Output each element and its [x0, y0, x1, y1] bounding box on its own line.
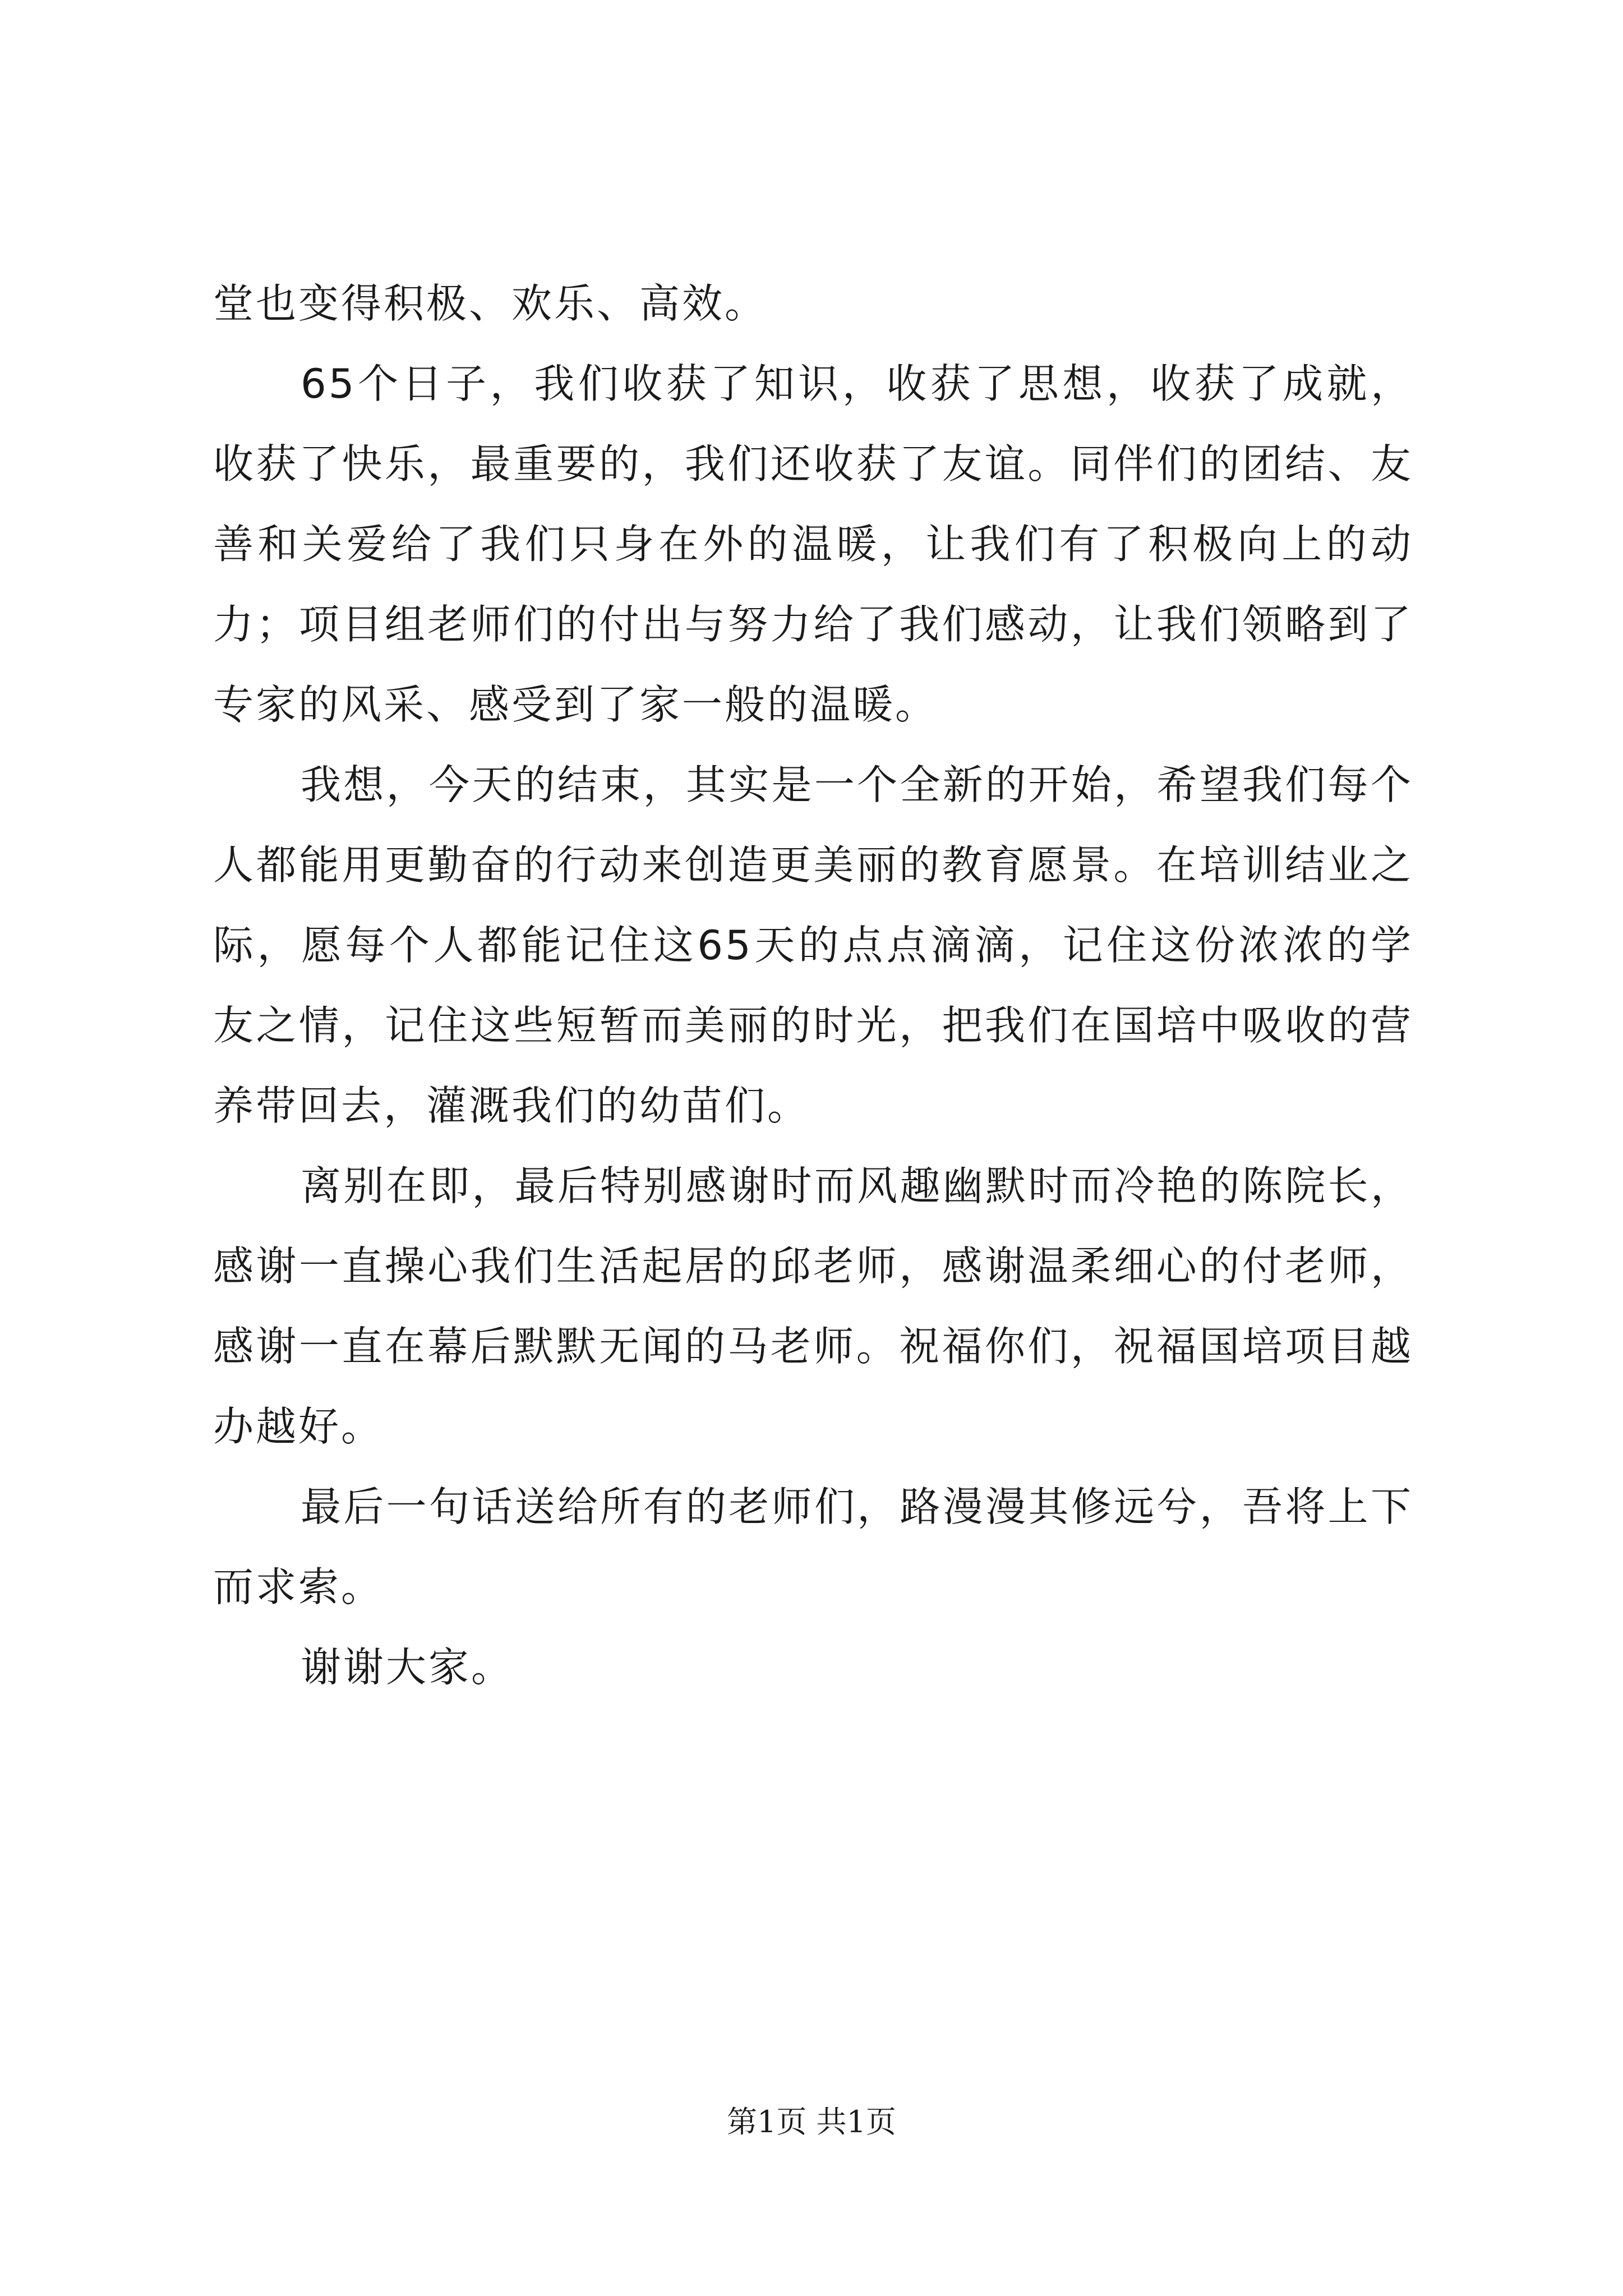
paragraph-thank-you: 谢谢大家。: [301, 1644, 514, 1691]
page-number-footer: 第1页 共1页: [727, 2104, 896, 2139]
paragraph-continuation: 堂也变得积极、欢乐、高效。: [213, 280, 768, 327]
paragraph-harvest: 65个日子，我们收获了知识，收获了思想，收获了成就，收获了快乐，最重要的，我们还收获了友谊。同伴们的团结、友善和关爱给了我们只身在外的温暖，让我们有了积极向上的动力；项目组老师们的付出与努力给了我们感动，让我们领略到了专家的风采、感受到了家一般的温暖。: [213, 360, 1413, 728]
paragraph-closing-quote: 最后一句话送给所有的老师们，路漫漫其修远兮，吾将上下而求索。: [213, 1483, 1413, 1611]
paragraph-thanks: 离别在即，最后特别感谢时而风趣幽默时而冷艳的陈院长，感谢一直操心我们生活起居的邱老师，感谢温柔细心的付老师，感谢一直在幕后默默无闻的马老师。祝福你们，祝福国培项目越办越好。: [213, 1162, 1413, 1450]
paragraph-new-beginning: 我想，今天的结束，其实是一个全新的开始，希望我们每个人都能用更勤奋的行动来创造更美丽的教育愿景。在培训结业之际，愿每个人都能记住这65天的点点滴滴，记住这份浓浓的学友之情，记住这些短暂而美丽的时光，把我们在国培中吸收的营养带回去，灌溉我们的幼苗们。: [213, 761, 1413, 1129]
document-body: [213, 264, 1413, 1708]
